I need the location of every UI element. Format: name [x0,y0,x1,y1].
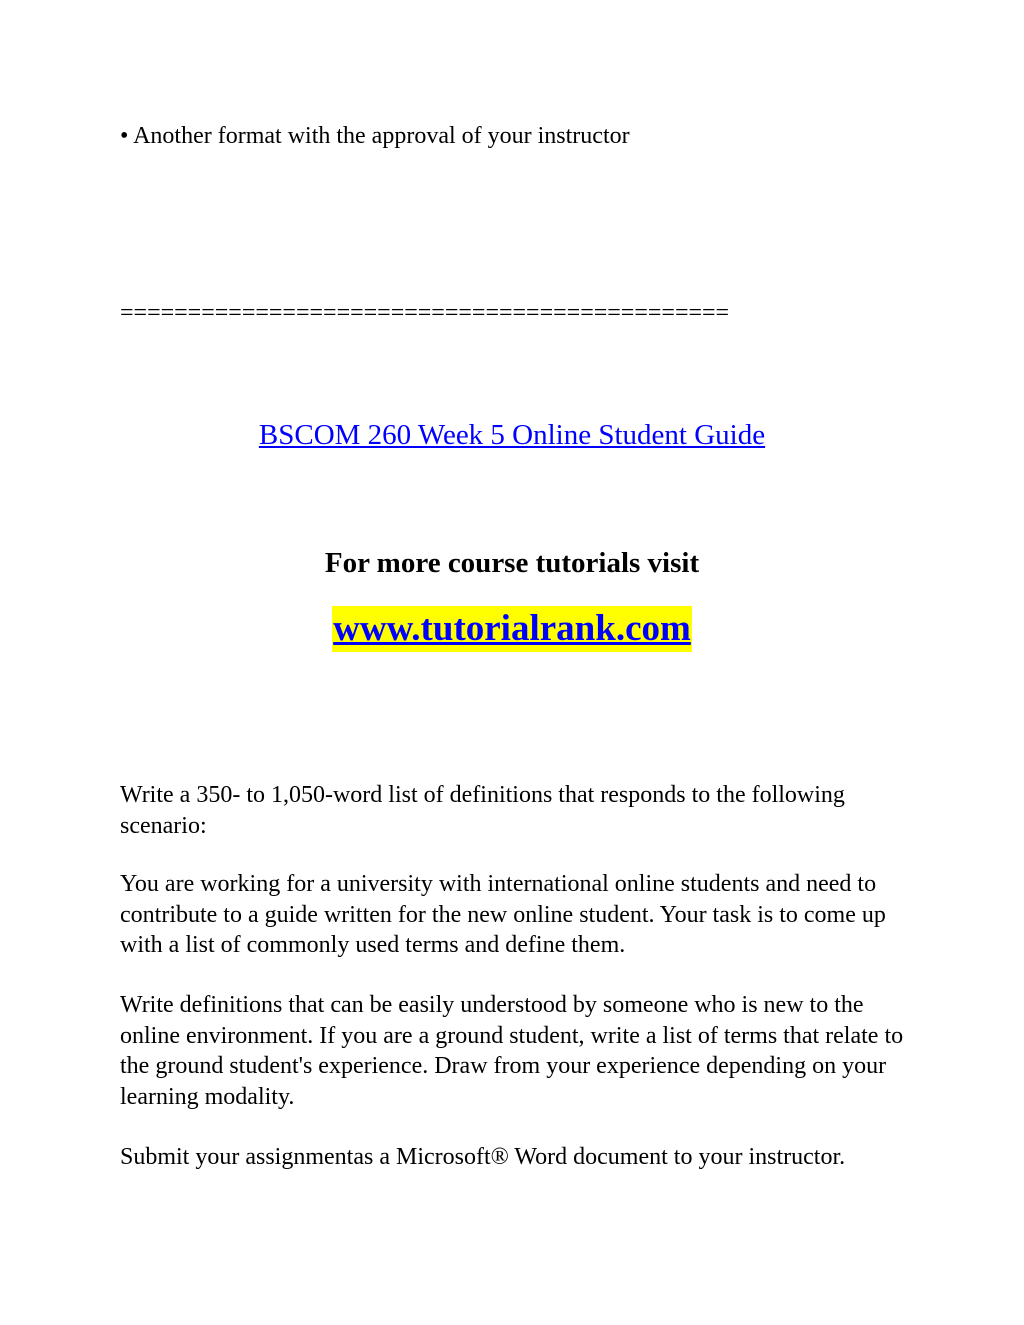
paragraph-submit: Submit your assignmentas a Microsoft® Word document to your instructor. [120,1144,846,1170]
visit-heading: For more course tutorials visit [324,547,700,579]
guide-title-link[interactable]: BSCOM 260 Week 5 Online Student Guide [258,419,766,451]
paragraph-scenario: You are working for a university with international online students and need to contribute to a guide written for the new online student. Your task is to come up with a list of commonly used terms and define them. [120,871,886,958]
paragraph-instructions: Write a 350- to 1,050-word list of definitions that responds to the following scenario: [120,782,845,839]
separator-line: ============================================= [120,300,730,326]
paragraph-definitions: Write definitions that can be easily understood by someone who is new to the online environment. If you are a ground student, write a list of terms that relate to the ground student's experience. Draw from your experience depending on your learning modality. [120,992,904,1110]
bullet-item: • Another format with the approval of your instructor [120,123,630,149]
guide-title-container [0,418,1024,452]
site-link[interactable]: www.tutorialrank.com [332,606,692,652]
site-link-container [0,606,1024,652]
